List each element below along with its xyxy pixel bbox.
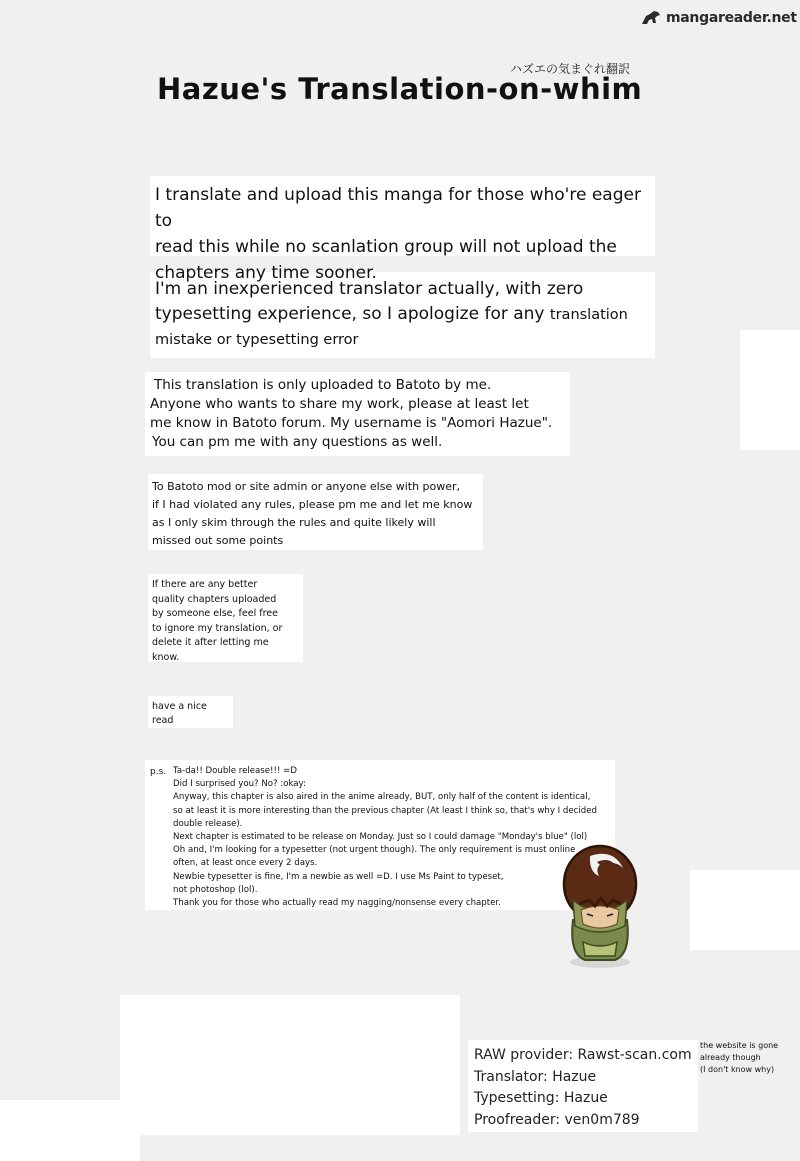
- text-line: Newbie typesetter is fine, I'm a newbie as well =D. I use Ms Paint to typeset,: [173, 871, 504, 882]
- text-line: missed out some points: [152, 534, 284, 547]
- paragraph-6: [152, 700, 232, 728]
- subtitle-jp: ハズエの気まぐれ翻訳: [510, 62, 631, 76]
- credit-translator: Translator: Hazue: [474, 1068, 597, 1085]
- watermark-text: mangareader.net: [666, 10, 797, 26]
- page-title: Hazue's Translation-on-whim: [157, 72, 643, 106]
- text-line: Ta-da!! Double release!!! =D: [173, 766, 297, 776]
- text-line: read this while no scanlation group will not upload the: [155, 237, 617, 257]
- credits-block: [474, 1045, 692, 1131]
- text-line: Next chapter is estimated to be release on Monday. Just so I could damage "Monday's blue" (lol): [173, 832, 588, 843]
- blank-patch: [0, 1100, 140, 1161]
- paragraph-1: [155, 182, 655, 286]
- credit-proofreader: Proofreader: ven0m789: [474, 1111, 640, 1128]
- text-line: Anyone who wants to share my work, please at least let: [150, 396, 529, 412]
- website-note: [700, 1040, 800, 1076]
- text-line: You can pm me with any questions as well.: [152, 434, 443, 450]
- ps-text: [173, 765, 613, 910]
- text-line: chapters any time sooner.: [155, 263, 377, 283]
- text-line: delete it after letting me: [152, 637, 269, 648]
- text-line: mistake or typesetting error: [155, 332, 359, 348]
- text-line: by someone else, feel free: [152, 608, 278, 619]
- paragraph-2: [155, 277, 655, 353]
- text-line: as I only skim through the rules and quite likely will: [152, 516, 436, 529]
- text-line: quality chapters uploaded: [152, 593, 277, 605]
- credit-raw-provider: RAW provider: Rawst-scan.com: [474, 1047, 692, 1063]
- text-line: Oh and, I'm looking for a typesetter (not urgent though). The only requirement is must online: [173, 845, 576, 856]
- blank-patch: [120, 995, 460, 1135]
- text-line: know.: [152, 651, 180, 663]
- text-line: have a nice: [152, 701, 207, 712]
- text-line: so at least it is more interesting than the previous chapter (At least I think so, that's why I decided: [173, 805, 597, 816]
- text-segment: translation: [549, 307, 628, 323]
- text-line: (I don't know why): [700, 1065, 775, 1074]
- ps-label: p.s.: [150, 767, 167, 777]
- text-line: double release).: [173, 818, 243, 829]
- paragraph-5: [152, 578, 302, 665]
- blank-patch: [690, 870, 800, 950]
- text-line: I translate and upload this manga for those who're eager to: [155, 185, 641, 231]
- text-line: read: [152, 715, 174, 726]
- text-line: [155, 302, 655, 328]
- text-line: This translation is only uploaded to Batoto by me.: [154, 377, 492, 393]
- text-line: if I had violated any rules, please pm me and let me know: [152, 498, 473, 511]
- paragraph-3: [150, 376, 570, 452]
- watermark[interactable]: [640, 6, 795, 32]
- blank-patch: [740, 330, 800, 450]
- text-line: Did I surprised you? No? :okay:: [173, 779, 306, 790]
- text-line: the website is gone: [700, 1041, 779, 1050]
- text-segment: typesetting experience, so I apologize for any: [155, 304, 545, 324]
- text-line: already though: [700, 1053, 761, 1062]
- chibi-character-illustration: [555, 842, 645, 972]
- text-line: me know in Batoto forum. My username is "Aomori Hazue".: [150, 415, 553, 431]
- text-line: To Batoto mod or site admin or anyone else with power,: [152, 480, 461, 493]
- text-line: I'm an inexperienced translator actually, with zero: [155, 279, 584, 299]
- text-line: If there are any better: [152, 579, 258, 590]
- text-line: Anyway, this chapter is also aired in the anime already, BUT, only half of the content is identical,: [173, 792, 591, 803]
- text-line: Thank you for those who actually read my nagging/nonsense every chapter.: [173, 898, 501, 909]
- paragraph-4: [152, 478, 482, 550]
- text-line: to ignore my translation, or: [152, 622, 283, 634]
- text-line: often, at least once every 2 days.: [173, 858, 318, 869]
- horse-logo-icon: [640, 8, 662, 28]
- credit-typesetting: Typesetting: Hazue: [474, 1090, 608, 1106]
- text-line: not photoshop (lol).: [173, 884, 258, 895]
